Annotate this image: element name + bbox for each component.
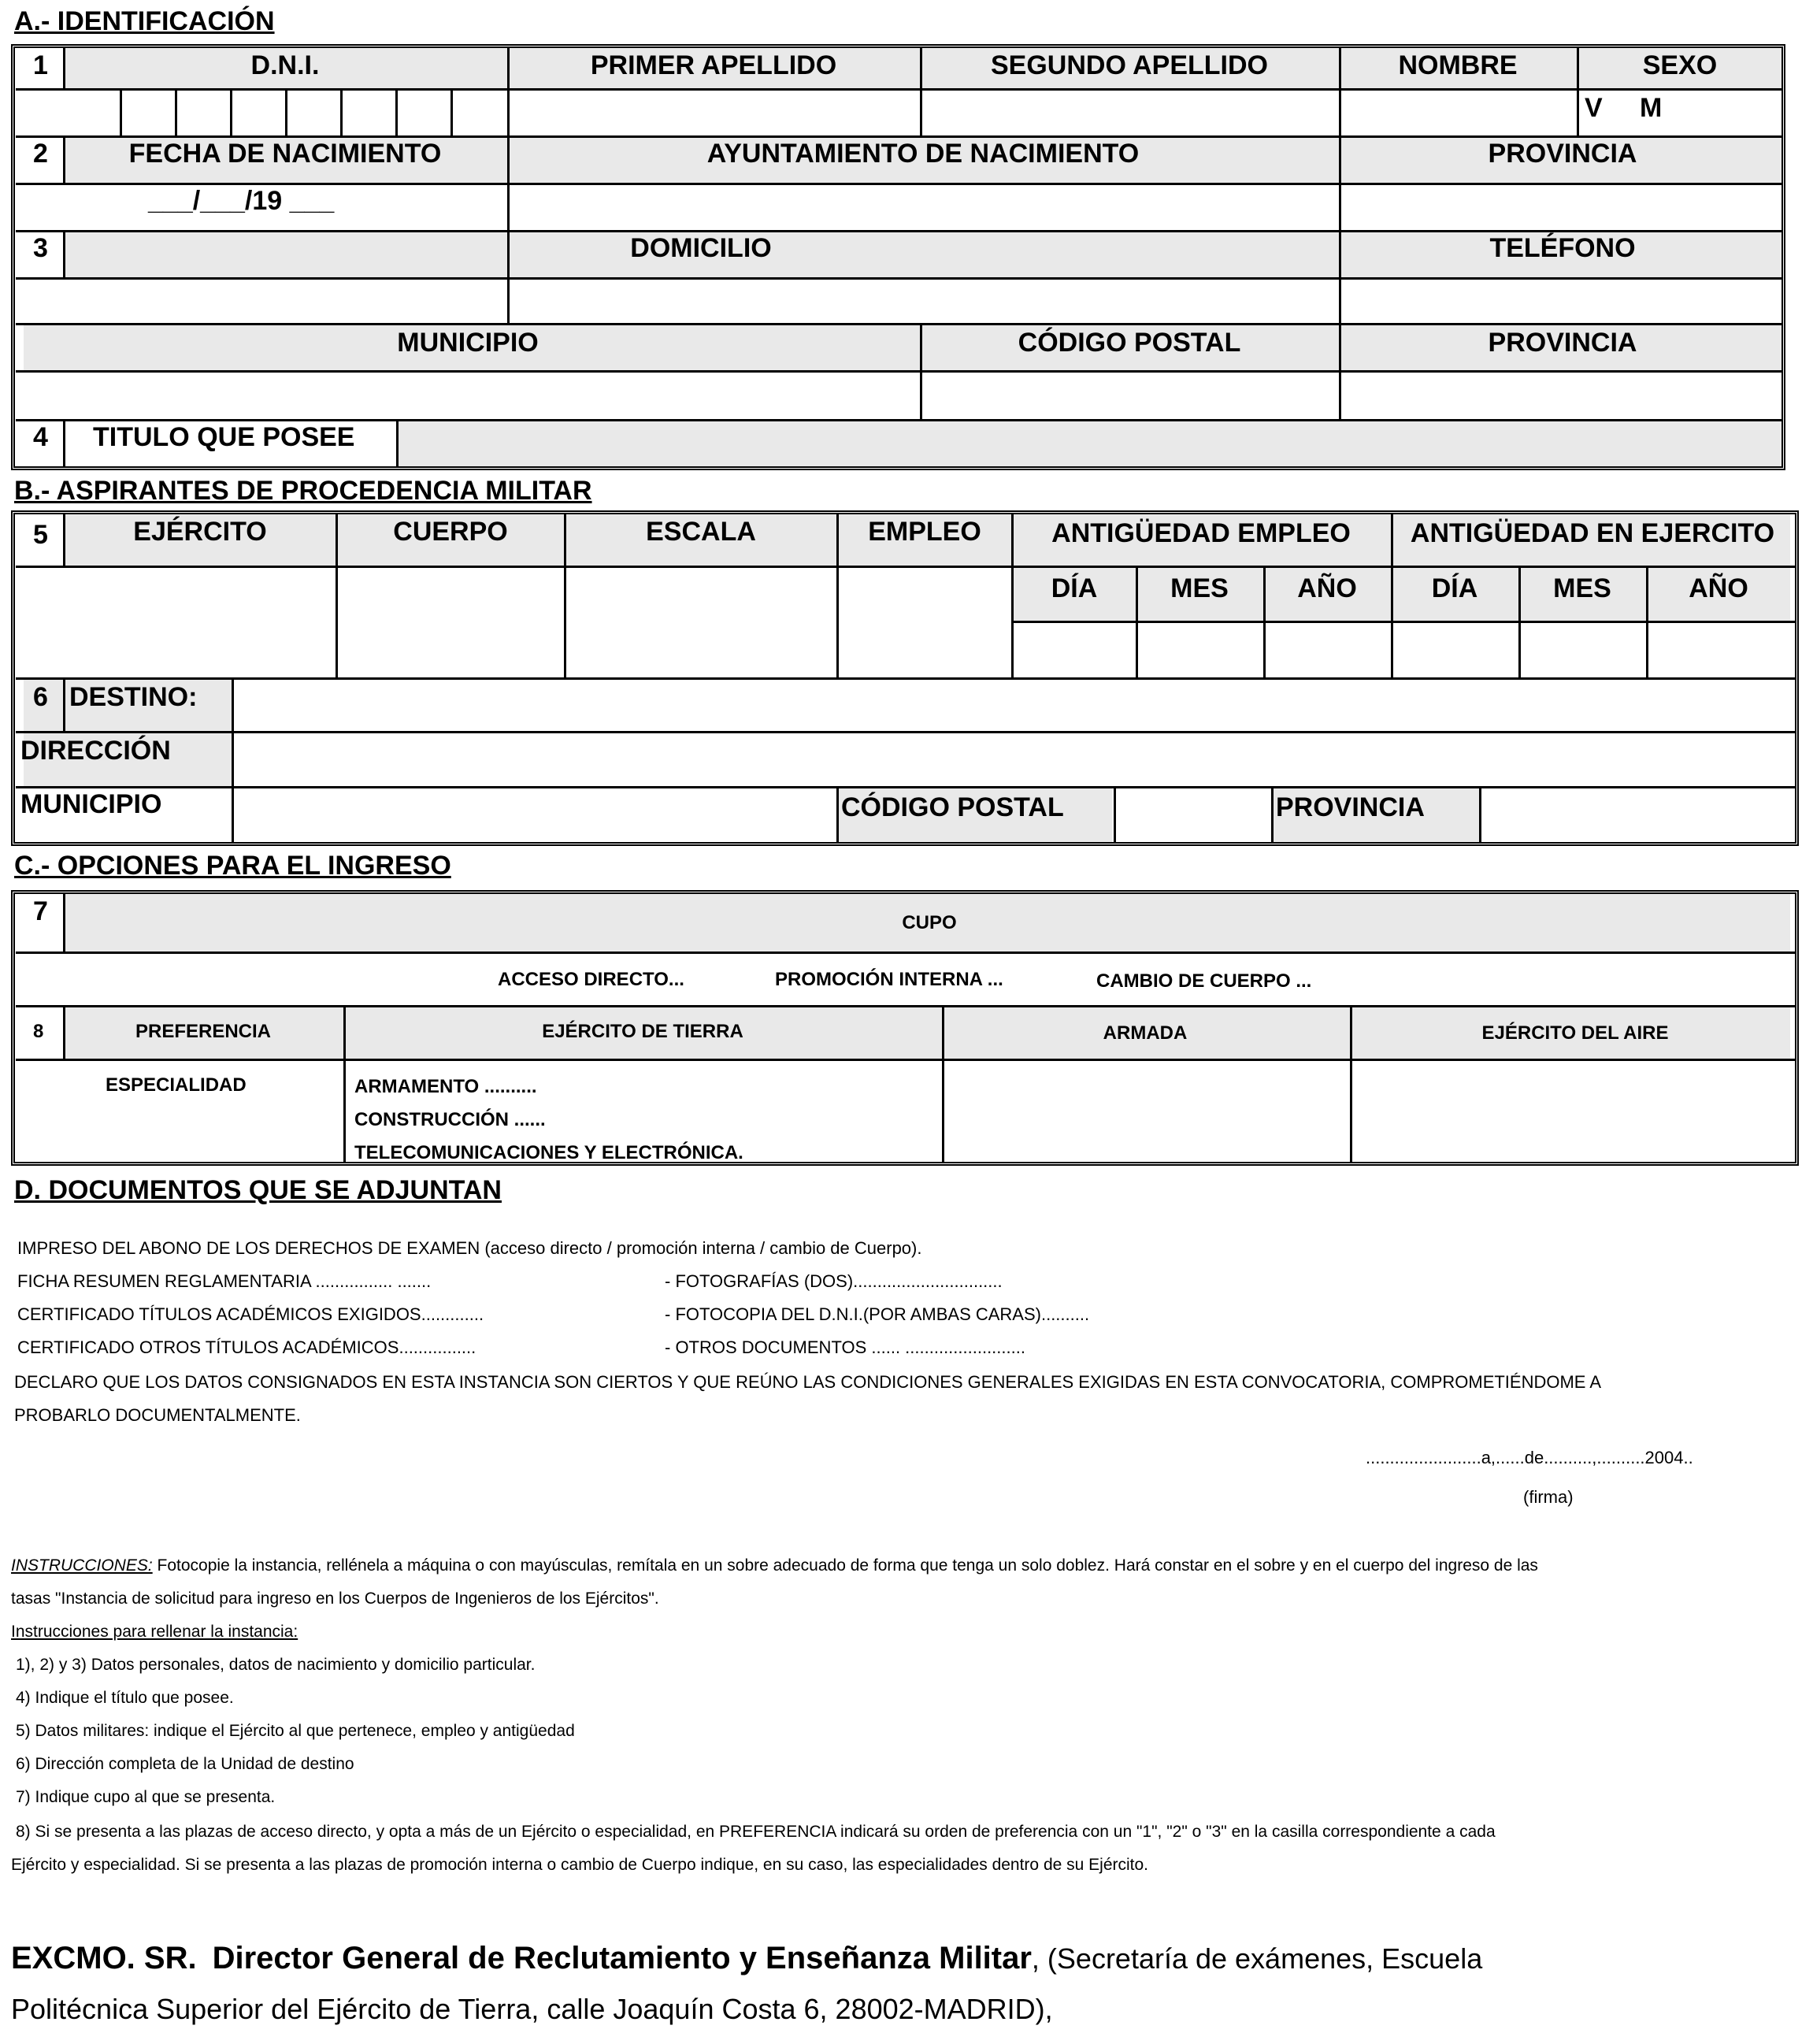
- director-label: Director General de Reclutamiento y Enseñanza Militar: [212, 1941, 1032, 1975]
- destino-label: DESTINO:: [69, 682, 198, 712]
- telecomunicaciones-option[interactable]: TELECOMUNICACIONES Y ELECTRÓNICA.: [354, 1142, 743, 1163]
- row-3-number: 3: [33, 233, 48, 263]
- empleo-label: EMPLEO: [868, 517, 981, 547]
- ficha-resumen-line: FICHA RESUMEN REGLAMENTARIA ................ .......: [17, 1271, 432, 1291]
- fotografias-line: - FOTOGRAFÍAS (DOS)...............................: [665, 1271, 1003, 1291]
- instruction-item: 1), 2) y 3) Datos personales, datos de nacimiento y domicilio particular.: [16, 1656, 536, 1674]
- empleo-dia-label: DÍA: [1051, 573, 1098, 603]
- especialidad-label: ESPECIALIDAD: [106, 1074, 247, 1096]
- preferencia-label: PREFERENCIA: [135, 1021, 272, 1042]
- row-1-number: 1: [33, 50, 48, 80]
- addressee-line-1: [11, 1941, 1482, 1976]
- row-8-number: 8: [33, 1021, 44, 1042]
- sexo-label: SEXO: [1642, 50, 1718, 80]
- destino-codigo-postal-label: CÓDIGO POSTAL: [841, 792, 1064, 822]
- otros-documentos-line: - OTROS DOCUMENTOS ...... .........................: [665, 1337, 1025, 1357]
- ejercito-aire-label: EJÉRCITO DEL AIRE: [1481, 1022, 1669, 1044]
- cambio-cuerpo-option[interactable]: CAMBIO DE CUERPO ...: [1096, 970, 1312, 992]
- empleo-mes-label: MES: [1170, 573, 1229, 603]
- nombre-label: NOMBRE: [1398, 50, 1518, 80]
- row-7-number: 7: [33, 896, 48, 926]
- dni-label: D.N.I.: [250, 50, 320, 80]
- section-b-title: B.- ASPIRANTES DE PROCEDENCIA MILITAR: [14, 476, 592, 506]
- instruction-item: 7) Indique cupo al que se presenta.: [16, 1788, 276, 1806]
- cupo-label: CUPO: [902, 912, 957, 933]
- escala-label: ESCALA: [646, 517, 756, 547]
- codigo-postal-label: CÓDIGO POSTAL: [1018, 328, 1241, 358]
- fotocopia-dni-line: - FOTOCOPIA DEL D.N.I.(POR AMBAS CARAS)..........: [665, 1304, 1090, 1324]
- provincia-domicilio-label: PROVINCIA: [1488, 328, 1637, 358]
- section-d-title: D. DOCUMENTOS QUE SE ADJUNTAN: [14, 1175, 502, 1205]
- row-6-number: 6: [33, 682, 48, 712]
- section-c-title: C.- OPCIONES PARA EL INGRESO: [14, 851, 451, 881]
- destino-provincia-label: PROVINCIA: [1276, 792, 1425, 822]
- ejercito-mes-label: MES: [1553, 573, 1611, 603]
- ejercito-tierra-label: EJÉRCITO DE TIERRA: [542, 1021, 743, 1042]
- fecha-lugar-field[interactable]: ........................a,......de..........,..........2004..: [1366, 1448, 1693, 1467]
- acceso-directo-option[interactable]: ACCESO DIRECTO...: [498, 969, 684, 990]
- ejercito-anio-label: AÑO: [1689, 573, 1748, 603]
- instructions-line-1: [11, 1556, 1538, 1575]
- row-4-number: 4: [33, 422, 48, 452]
- ejercito-dia-label: DÍA: [1431, 573, 1478, 603]
- impreso-abono-line: IMPRESO DEL ABONO DE LOS DERECHOS DE EXAMEN (acceso directo / promoción interna / cambio de Cuerpo).: [17, 1238, 922, 1258]
- instructions-line-2: tasas "Instancia de solicitud para ingreso en los Cuerpos de Ingenieros de los Ejércitos".: [11, 1590, 659, 1608]
- firma-label: (firma): [1523, 1487, 1574, 1507]
- municipio-label: MUNICIPIO: [397, 328, 539, 358]
- certificado-otros-line: CERTIFICADO OTROS TÍTULOS ACADÉMICOS................: [17, 1337, 476, 1357]
- instructions-label: INSTRUCCIONES:: [11, 1556, 153, 1575]
- sexo-v-label[interactable]: V: [1585, 93, 1603, 123]
- antiguedad-ejercito-label: ANTIGÜEDAD EN EJERCITO: [1410, 518, 1775, 548]
- section-a-title: A.- IDENTIFICACIÓN: [14, 6, 275, 36]
- instruction-item: 5) Datos militares: indique el Ejército al que pertenece, empleo y antigüedad: [16, 1722, 575, 1740]
- antiguedad-empleo-label: ANTIGÜEDAD EMPLEO: [1051, 518, 1351, 548]
- instructions-subtitle: Instrucciones para rellenar la instancia:: [11, 1623, 298, 1641]
- telefono-label: TELÉFONO: [1489, 233, 1636, 263]
- addressee-line-2: Politécnica Superior del Ejército de Tierra, calle Joaquín Costa 6, 28002-MADRID),: [11, 1993, 1053, 2025]
- instructions-text-1: Fotocopie la instancia, rellénela a máquina o con mayúsculas, remítala en un sobre adecuado de forma que tenga un solo doblez. Hará constar en el sobre y en el cuerpo del ingreso de las: [152, 1556, 1538, 1575]
- row-5-number: 5: [33, 520, 48, 550]
- fecha-nacimiento-label: FECHA DE NACIMIENTO: [128, 139, 442, 169]
- titulo-label: TITULO QUE POSEE: [93, 422, 355, 452]
- instruction-item: 4) Indique el título que posee.: [16, 1689, 234, 1707]
- ejercito-label: EJÉRCITO: [133, 517, 267, 547]
- declaracion-line-2: PROBARLO DOCUMENTALMENTE.: [14, 1405, 301, 1425]
- armamento-option[interactable]: ARMAMENTO ..........: [354, 1076, 537, 1097]
- row-2-number: 2: [33, 139, 48, 169]
- instruction-item: Ejército y especialidad. Si se presenta a las plazas de promoción interna o cambio de Cuerpo indique, en su caso, las especialidades dentro de su Ejército.: [11, 1856, 1149, 1874]
- sexo-m-label[interactable]: M: [1640, 93, 1663, 123]
- cuerpo-label: CUERPO: [393, 517, 508, 547]
- certificado-titulos-line: CERTIFICADO TÍTULOS ACADÉMICOS EXIGIDOS.............: [17, 1304, 484, 1324]
- empleo-anio-label: AÑO: [1297, 573, 1357, 603]
- promocion-interna-option[interactable]: PROMOCIÓN INTERNA ...: [775, 969, 1003, 990]
- instruction-item: 8) Si se presenta a las plazas de acceso directo, y opta a más de un Ejército o especialidad, en PREFERENCIA indicará su orden de preferencia con un "1", "2" o "3" en la casilla correspondiente a cada: [16, 1823, 1496, 1841]
- domicilio-label: DOMICILIO: [630, 233, 772, 263]
- addressee-rest-1: , (Secretaría de exámenes, Escuela: [1031, 1942, 1483, 1975]
- destino-municipio-label: MUNICIPIO: [20, 789, 162, 819]
- provincia-nacimiento-label: PROVINCIA: [1488, 139, 1637, 169]
- fecha-nacimiento-field[interactable]: ___/___/19 ___: [148, 186, 335, 216]
- declaracion-line-1: DECLARO QUE LOS DATOS CONSIGNADOS EN ESTA INSTANCIA SON CIERTOS Y QUE REÚNO LAS CONDICIONES GENERALES EXIGIDAS EN ESTA CONVOCATORIA, COMPROMETIÉNDOME A: [14, 1372, 1602, 1392]
- ayuntamiento-label: AYUNTAMIENTO DE NACIMIENTO: [706, 139, 1140, 169]
- primer-apellido-label: PRIMER APELLIDO: [590, 50, 837, 80]
- armada-label: ARMADA: [1103, 1022, 1188, 1044]
- construccion-option[interactable]: CONSTRUCCIÓN ......: [354, 1109, 546, 1130]
- instruction-item: 6) Dirección completa de la Unidad de destino: [16, 1755, 354, 1773]
- segundo-apellido-label: SEGUNDO APELLIDO: [991, 50, 1268, 80]
- direccion-label: DIRECCIÓN: [20, 736, 171, 766]
- excmo-label: EXCMO. SR.: [11, 1941, 197, 1975]
